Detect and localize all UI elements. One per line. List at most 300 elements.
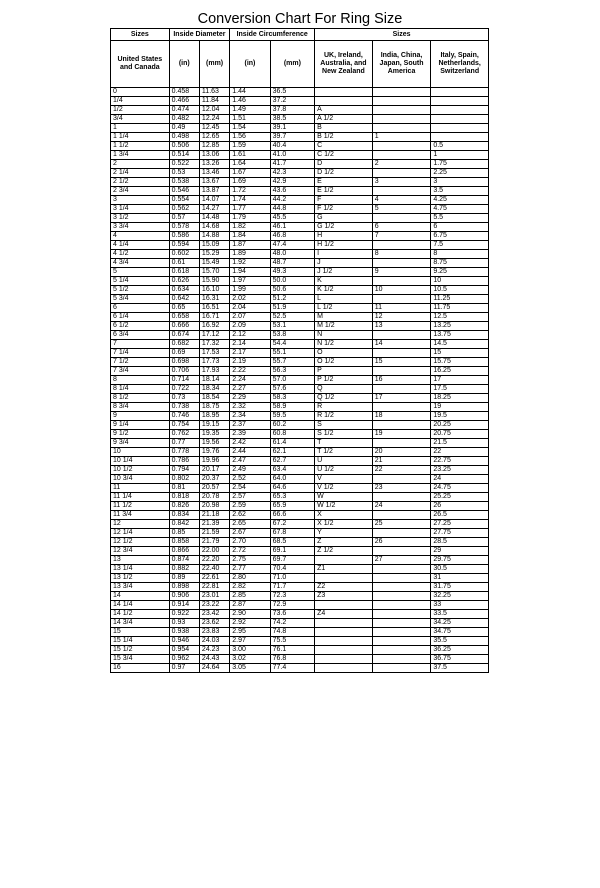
cell-diameter-mm: 13.87: [199, 187, 229, 196]
cell-diameter-mm: 22.40: [199, 565, 229, 574]
cell-india-size: 10: [372, 286, 431, 295]
cell-uk-size: Y: [315, 529, 373, 538]
table-row: [111, 268, 489, 277]
cell-diameter-mm: 18.54: [199, 394, 229, 403]
cell-circumference-mm: 68.5: [270, 538, 314, 547]
cell-diameter-in: 0.738: [169, 403, 199, 412]
cell-italy-size: [431, 106, 489, 115]
cell-uk-size: D 1/2: [315, 169, 373, 178]
cell-uk-size: R 1/2: [315, 412, 373, 421]
cell-uk-size: V 1/2: [315, 484, 373, 493]
cell-india-size: [372, 367, 431, 376]
cell-diameter-mm: 17.12: [199, 331, 229, 340]
cell-india-size: 21: [372, 457, 431, 466]
cell-circumference-mm: 37.2: [270, 97, 314, 106]
cell-uk-size: Z 1/2: [315, 547, 373, 556]
header-sizes-intl-group: Sizes: [315, 29, 489, 41]
cell-circumference-mm: 46.8: [270, 232, 314, 241]
table-row: [111, 583, 489, 592]
table-row: [111, 502, 489, 511]
cell-circumference-mm: 75.5: [270, 637, 314, 646]
cell-diameter-mm: 16.51: [199, 304, 229, 313]
cell-india-size: 20: [372, 448, 431, 457]
cell-circumference-mm: 52.5: [270, 313, 314, 322]
cell-diameter-in: 0.57: [169, 214, 199, 223]
cell-diameter-in: 0.522: [169, 160, 199, 169]
cell-uk-size: S: [315, 421, 373, 430]
table-row: [111, 196, 489, 205]
cell-us-size: 14 1/4: [111, 601, 170, 610]
cell-us-size: 1 3/4: [111, 151, 170, 160]
cell-india-size: [372, 619, 431, 628]
cell-india-size: [372, 610, 431, 619]
cell-italy-size: 22: [431, 448, 489, 457]
cell-diameter-in: 0.53: [169, 169, 199, 178]
cell-italy-size: 17: [431, 376, 489, 385]
table-row: [111, 601, 489, 610]
cell-italy-size: 13.75: [431, 331, 489, 340]
cell-diameter-in: 0.946: [169, 637, 199, 646]
header-us-canada: United States and Canada: [111, 41, 170, 88]
cell-italy-size: 9.25: [431, 268, 489, 277]
cell-india-size: [372, 583, 431, 592]
cell-circumference-mm: 69.7: [270, 556, 314, 565]
cell-us-size: 5 1/4: [111, 277, 170, 286]
cell-italy-size: 30.5: [431, 565, 489, 574]
cell-diameter-mm: 23.22: [199, 601, 229, 610]
cell-italy-size: 18.25: [431, 394, 489, 403]
cell-india-size: [372, 565, 431, 574]
cell-diameter-mm: 22.81: [199, 583, 229, 592]
table-row: [111, 412, 489, 421]
cell-circumference-mm: 41.0: [270, 151, 314, 160]
cell-diameter-in: 0.922: [169, 610, 199, 619]
cell-circumference-in: 2.67: [230, 529, 270, 538]
cell-diameter-mm: 20.98: [199, 502, 229, 511]
table-row: [111, 277, 489, 286]
cell-diameter-mm: 13.46: [199, 169, 229, 178]
cell-circumference-in: 2.95: [230, 628, 270, 637]
cell-diameter-mm: 13.06: [199, 151, 229, 160]
table-row: [111, 367, 489, 376]
cell-us-size: 3 3/4: [111, 223, 170, 232]
cell-circumference-in: 2.49: [230, 466, 270, 475]
cell-diameter-in: 0.77: [169, 439, 199, 448]
table-row: [111, 394, 489, 403]
cell-us-size: 11 3/4: [111, 511, 170, 520]
cell-us-size: 2: [111, 160, 170, 169]
cell-india-size: [372, 241, 431, 250]
cell-circumference-mm: 39.7: [270, 133, 314, 142]
table-row: [111, 214, 489, 223]
cell-diameter-in: 0.85: [169, 529, 199, 538]
cell-uk-size: C 1/2: [315, 151, 373, 160]
cell-us-size: 10 1/4: [111, 457, 170, 466]
cell-circumference-mm: 72.3: [270, 592, 314, 601]
cell-india-size: [372, 277, 431, 286]
cell-us-size: 13 3/4: [111, 583, 170, 592]
cell-italy-size: 11.75: [431, 304, 489, 313]
cell-india-size: [372, 115, 431, 124]
cell-italy-size: 32.25: [431, 592, 489, 601]
cell-circumference-in: 1.97: [230, 277, 270, 286]
cell-diameter-in: 0.458: [169, 88, 199, 97]
cell-circumference-mm: 64.6: [270, 484, 314, 493]
cell-diameter-mm: 21.18: [199, 511, 229, 520]
cell-circumference-in: 2.57: [230, 493, 270, 502]
cell-diameter-mm: 16.92: [199, 322, 229, 331]
cell-diameter-in: 0.842: [169, 520, 199, 529]
cell-diameter-in: 0.786: [169, 457, 199, 466]
header-row-columns: [111, 41, 489, 88]
cell-diameter-mm: 20.17: [199, 466, 229, 475]
cell-diameter-mm: 24.64: [199, 664, 229, 673]
cell-circumference-mm: 46.1: [270, 223, 314, 232]
cell-italy-size: 23.25: [431, 466, 489, 475]
table-row: [111, 241, 489, 250]
cell-us-size: 5 3/4: [111, 295, 170, 304]
cell-diameter-in: 0.938: [169, 628, 199, 637]
cell-circumference-in: 1.49: [230, 106, 270, 115]
cell-us-size: 1 1/2: [111, 142, 170, 151]
cell-diameter-in: 0.874: [169, 556, 199, 565]
cell-diameter-mm: 23.42: [199, 610, 229, 619]
table-row: [111, 574, 489, 583]
cell-circumference-mm: 50.0: [270, 277, 314, 286]
table-row: [111, 403, 489, 412]
table-row: [111, 484, 489, 493]
cell-italy-size: 6: [431, 223, 489, 232]
cell-us-size: 14: [111, 592, 170, 601]
cell-us-size: 13 1/2: [111, 574, 170, 583]
cell-diameter-in: 0.602: [169, 250, 199, 259]
cell-circumference-in: 2.77: [230, 565, 270, 574]
cell-circumference-in: 2.97: [230, 637, 270, 646]
cell-uk-size: [315, 619, 373, 628]
cell-uk-size: Z: [315, 538, 373, 547]
cell-circumference-in: 1.74: [230, 196, 270, 205]
cell-india-size: [372, 439, 431, 448]
cell-india-size: 22: [372, 466, 431, 475]
cell-italy-size: 29.75: [431, 556, 489, 565]
cell-circumference-mm: 76.1: [270, 646, 314, 655]
cell-uk-size: J 1/2: [315, 268, 373, 277]
cell-us-size: 5: [111, 268, 170, 277]
cell-india-size: [372, 106, 431, 115]
cell-india-size: [372, 331, 431, 340]
cell-uk-size: K: [315, 277, 373, 286]
cell-diameter-mm: 20.57: [199, 484, 229, 493]
cell-uk-size: K 1/2: [315, 286, 373, 295]
cell-circumference-mm: 69.1: [270, 547, 314, 556]
cell-diameter-mm: 14.27: [199, 205, 229, 214]
cell-circumference-mm: 59.5: [270, 412, 314, 421]
cell-us-size: 6 1/2: [111, 322, 170, 331]
table-row: [111, 349, 489, 358]
cell-diameter-mm: 15.70: [199, 268, 229, 277]
cell-us-size: 12: [111, 520, 170, 529]
table-row: [111, 457, 489, 466]
cell-us-size: 2 1/4: [111, 169, 170, 178]
cell-diameter-in: 0.914: [169, 601, 199, 610]
cell-diameter-in: 0.506: [169, 142, 199, 151]
cell-diameter-mm: 13.26: [199, 160, 229, 169]
cell-india-size: 6: [372, 223, 431, 232]
table-row: [111, 160, 489, 169]
cell-diameter-mm: 15.49: [199, 259, 229, 268]
cell-circumference-in: 2.70: [230, 538, 270, 547]
header-diameter-in: (in): [169, 41, 199, 88]
cell-diameter-mm: 21.39: [199, 520, 229, 529]
cell-india-size: 24: [372, 502, 431, 511]
cell-diameter-in: 0.562: [169, 205, 199, 214]
cell-circumference-in: 2.59: [230, 502, 270, 511]
cell-diameter-in: 0.898: [169, 583, 199, 592]
table-row: [111, 223, 489, 232]
cell-circumference-in: 2.87: [230, 601, 270, 610]
cell-uk-size: Z2: [315, 583, 373, 592]
cell-circumference-in: 3.02: [230, 655, 270, 664]
cell-uk-size: [315, 646, 373, 655]
cell-italy-size: 1: [431, 151, 489, 160]
cell-circumference-in: 2.92: [230, 619, 270, 628]
cell-uk-size: [315, 601, 373, 610]
table-row: [111, 376, 489, 385]
table-row: [111, 628, 489, 637]
cell-italy-size: 10.5: [431, 286, 489, 295]
table-row: [111, 259, 489, 268]
cell-us-size: 7 1/2: [111, 358, 170, 367]
cell-us-size: 9 3/4: [111, 439, 170, 448]
cell-us-size: 4: [111, 232, 170, 241]
cell-circumference-mm: 72.9: [270, 601, 314, 610]
cell-india-size: 4: [372, 196, 431, 205]
cell-diameter-in: 0.61: [169, 259, 199, 268]
cell-italy-size: 31: [431, 574, 489, 583]
cell-circumference-mm: 61.4: [270, 439, 314, 448]
cell-us-size: 10 1/2: [111, 466, 170, 475]
cell-uk-size: [315, 88, 373, 97]
cell-italy-size: 33: [431, 601, 489, 610]
cell-circumference-mm: 49.3: [270, 268, 314, 277]
cell-circumference-in: 2.12: [230, 331, 270, 340]
cell-circumference-mm: 71.0: [270, 574, 314, 583]
cell-italy-size: 20.75: [431, 430, 489, 439]
cell-diameter-mm: 14.48: [199, 214, 229, 223]
cell-circumference-mm: 50.6: [270, 286, 314, 295]
cell-us-size: 1/4: [111, 97, 170, 106]
cell-diameter-mm: 21.59: [199, 529, 229, 538]
cell-us-size: 2 3/4: [111, 187, 170, 196]
cell-us-size: 6: [111, 304, 170, 313]
table-row: [111, 466, 489, 475]
cell-circumference-mm: 62.1: [270, 448, 314, 457]
cell-diameter-mm: 23.01: [199, 592, 229, 601]
cell-italy-size: [431, 88, 489, 97]
cell-italy-size: 21.5: [431, 439, 489, 448]
cell-uk-size: [315, 637, 373, 646]
header-sizes-us-group: Sizes: [111, 29, 170, 41]
cell-uk-size: [315, 574, 373, 583]
cell-italy-size: 34.75: [431, 628, 489, 637]
cell-italy-size: 11.25: [431, 295, 489, 304]
cell-diameter-mm: 12.65: [199, 133, 229, 142]
cell-circumference-mm: 53.1: [270, 322, 314, 331]
page-title: Conversion Chart For Ring Size: [197, 11, 403, 27]
cell-circumference-mm: 54.4: [270, 340, 314, 349]
cell-diameter-in: 0.906: [169, 592, 199, 601]
header-diameter-mm: (mm): [199, 41, 229, 88]
header-italy-spain: Italy, Spain, Netherlands, Switzerland: [431, 41, 489, 88]
cell-us-size: 12 1/2: [111, 538, 170, 547]
cell-diameter-mm: 17.53: [199, 349, 229, 358]
cell-us-size: 4 1/2: [111, 250, 170, 259]
cell-diameter-in: 0.49: [169, 124, 199, 133]
cell-circumference-in: 2.39: [230, 430, 270, 439]
cell-italy-size: 5.5: [431, 214, 489, 223]
table-row: [111, 358, 489, 367]
cell-diameter-mm: 21.79: [199, 538, 229, 547]
cell-india-size: [372, 142, 431, 151]
cell-diameter-mm: 12.45: [199, 124, 229, 133]
cell-italy-size: 4.25: [431, 196, 489, 205]
table-row: [111, 565, 489, 574]
cell-uk-size: N: [315, 331, 373, 340]
cell-circumference-mm: 55.1: [270, 349, 314, 358]
cell-india-size: 12: [372, 313, 431, 322]
table-row: [111, 187, 489, 196]
cell-us-size: 11 1/4: [111, 493, 170, 502]
cell-italy-size: 33.5: [431, 610, 489, 619]
cell-diameter-in: 0.714: [169, 376, 199, 385]
cell-circumference-mm: 63.4: [270, 466, 314, 475]
cell-india-size: [372, 628, 431, 637]
cell-us-size: 3 1/2: [111, 214, 170, 223]
cell-uk-size: V: [315, 475, 373, 484]
cell-diameter-in: 0.546: [169, 187, 199, 196]
cell-circumference-mm: 65.3: [270, 493, 314, 502]
table-row: [111, 340, 489, 349]
cell-diameter-in: 0.89: [169, 574, 199, 583]
table-row: [111, 151, 489, 160]
cell-circumference-in: 1.79: [230, 214, 270, 223]
table-row: [111, 232, 489, 241]
cell-circumference-mm: 40.4: [270, 142, 314, 151]
cell-us-size: 15 1/2: [111, 646, 170, 655]
cell-circumference-in: 1.92: [230, 259, 270, 268]
cell-india-size: 13: [372, 322, 431, 331]
cell-italy-size: 15.75: [431, 358, 489, 367]
cell-us-size: 1: [111, 124, 170, 133]
cell-italy-size: 3.5: [431, 187, 489, 196]
table-row: [111, 520, 489, 529]
cell-diameter-in: 0.666: [169, 322, 199, 331]
cell-uk-size: I: [315, 250, 373, 259]
cell-india-size: [372, 385, 431, 394]
cell-circumference-mm: 76.8: [270, 655, 314, 664]
cell-italy-size: 34.25: [431, 619, 489, 628]
cell-diameter-in: 0.962: [169, 655, 199, 664]
cell-italy-size: 24.75: [431, 484, 489, 493]
cell-italy-size: 27.75: [431, 529, 489, 538]
cell-india-size: [372, 421, 431, 430]
cell-italy-size: 14.5: [431, 340, 489, 349]
cell-diameter-mm: 11.84: [199, 97, 229, 106]
cell-circumference-in: 2.52: [230, 475, 270, 484]
cell-circumference-mm: 67.2: [270, 520, 314, 529]
cell-italy-size: 20.25: [431, 421, 489, 430]
cell-circumference-mm: 51.9: [270, 304, 314, 313]
cell-uk-size: P 1/2: [315, 376, 373, 385]
table-row: [111, 664, 489, 673]
cell-india-size: [372, 295, 431, 304]
table-row: [111, 142, 489, 151]
cell-circumference-in: 1.54: [230, 124, 270, 133]
cell-uk-size: Z3: [315, 592, 373, 601]
cell-circumference-in: 1.72: [230, 187, 270, 196]
cell-italy-size: 3: [431, 178, 489, 187]
cell-diameter-mm: 22.20: [199, 556, 229, 565]
cell-circumference-mm: 43.6: [270, 187, 314, 196]
cell-diameter-in: 0.722: [169, 385, 199, 394]
cell-uk-size: [315, 628, 373, 637]
cell-us-size: 0: [111, 88, 170, 97]
cell-uk-size: L: [315, 295, 373, 304]
cell-circumference-in: 2.54: [230, 484, 270, 493]
cell-uk-size: T: [315, 439, 373, 448]
cell-circumference-mm: 60.2: [270, 421, 314, 430]
cell-circumference-mm: 74.8: [270, 628, 314, 637]
cell-circumference-mm: 71.7: [270, 583, 314, 592]
cell-italy-size: 1.75: [431, 160, 489, 169]
cell-circumference-in: 1.56: [230, 133, 270, 142]
table-row: [111, 133, 489, 142]
cell-uk-size: Z1: [315, 565, 373, 574]
cell-us-size: 8 1/4: [111, 385, 170, 394]
cell-diameter-in: 0.498: [169, 133, 199, 142]
cell-circumference-in: 2.32: [230, 403, 270, 412]
cell-diameter-in: 0.594: [169, 241, 199, 250]
cell-uk-size: R: [315, 403, 373, 412]
table-row: [111, 646, 489, 655]
cell-circumference-mm: 74.2: [270, 619, 314, 628]
table-row: [111, 637, 489, 646]
cell-india-size: [372, 169, 431, 178]
ring-size-chart: [110, 10, 490, 673]
cell-circumference-in: 1.77: [230, 205, 270, 214]
cell-circumference-in: 2.90: [230, 610, 270, 619]
table-row: [111, 169, 489, 178]
cell-circumference-mm: 65.9: [270, 502, 314, 511]
cell-india-size: [372, 601, 431, 610]
cell-diameter-in: 0.802: [169, 475, 199, 484]
cell-us-size: 8 3/4: [111, 403, 170, 412]
cell-diameter-mm: 24.43: [199, 655, 229, 664]
cell-diameter-mm: 19.56: [199, 439, 229, 448]
cell-diameter-in: 0.762: [169, 430, 199, 439]
cell-circumference-in: 2.65: [230, 520, 270, 529]
table-row: [111, 511, 489, 520]
cell-uk-size: N 1/2: [315, 340, 373, 349]
cell-india-size: [372, 637, 431, 646]
cell-circumference-in: 2.34: [230, 412, 270, 421]
cell-circumference-in: 2.02: [230, 295, 270, 304]
cell-uk-size: B 1/2: [315, 133, 373, 142]
cell-india-size: [372, 655, 431, 664]
cell-us-size: 7: [111, 340, 170, 349]
cell-circumference-mm: 42.9: [270, 178, 314, 187]
cell-diameter-mm: 16.71: [199, 313, 229, 322]
